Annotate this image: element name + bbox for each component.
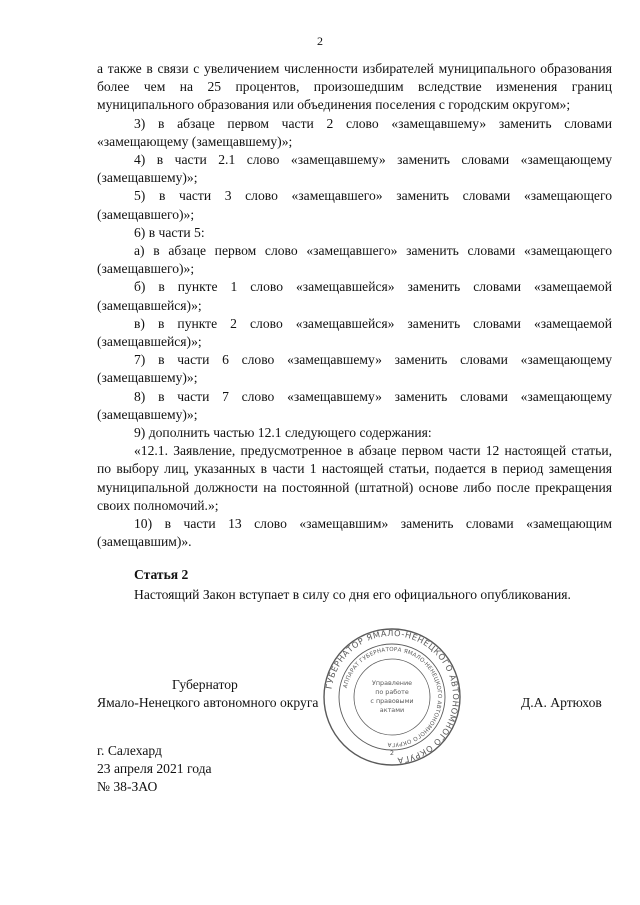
seal-inner-text: АППАРАТ ГУБЕРНАТОРА ЯМАЛО-НЕНЕЦКОГО АВТОНОМНОГО ОКРУГА [342,646,443,748]
seal-number: 2 [389,749,395,757]
issue-city: г. Салехард [97,743,162,758]
seal-center-line: актами [379,706,405,714]
issue-place-date [97,742,212,797]
paragraph: б) в пункте 1 слово «замещавшейся» заменить словами «замещаемой (замещавшейся)»; [97,279,612,313]
issue-date: 23 апреля 2021 года [97,761,212,777]
article-text: Настоящий Закон вступает в силу со дня его официального опубликования. [134,587,571,603]
paragraph: 4) в части 2.1 слово «замещавшему» заменить словами «замещающему (замещавшему)»; [97,152,612,186]
paragraph: в) в пункте 2 слово «замещавшейся» заменить словами «замещаемой (замещавшейся)»; [97,315,612,350]
article-heading: Статья 2 [134,567,189,582]
paragraph: 8) в части 7 слово «замещавшему» заменить словами «замещающему (замещавшему)»; [97,388,612,422]
seal-outer-text: ГУБЕРНАТОР ЯМАЛО-НЕНЕЦКОГО АВТОНОМНОГО ОКРУГА [323,627,462,766]
signature-region: Ямало-Ненецкого автономного округа [97,695,319,710]
paragraph: а) в абзаце первом слово «замещавшего» заменить словами «замещающего (замещавшего)»; [97,243,612,277]
paragraph: «12.1. Заявление, предусмотренное в абзаце первом части 12 настоящей статьи, по выбору лиц, указанных в части 1 настоящей статьи, подается в период замещения муниципальной должности на постоянной (штатной) основе либо после прекращения своих полномочий.»; [97,443,612,513]
signature-name: Д.А. Артюхов [521,695,602,710]
page-number: 2 [317,34,323,48]
amendment-list [97,60,612,551]
article-2 [97,566,612,604]
paragraph: 10) в части 13 слово «замещавшим» заменить словами «замещающим (замещавшим)». [97,516,612,550]
law-number: № 38-ЗАО [97,779,158,795]
paragraph: а также в связи с увеличением численности избирателей муниципального образования более чем на 25 процентов, произошедшим вследствие изменения границ муниципального образования или объединения поселения с городским округом»; [97,61,612,113]
seal-center-line: с правовыми [370,697,414,705]
seal-center-line: по работе [375,688,409,696]
signature-title: Губернатор [172,677,238,692]
paragraph: 5) в части 3 слово «замещавшего» заменить словами «замещающего (замещавшего)»; [97,188,612,222]
paragraph: 6) в части 5: [134,224,205,240]
official-seal-stamp [322,627,462,767]
paragraph: 9) дополнить частью 12.1 следующего содержания: [134,425,432,441]
paragraph: 7) в части 6 слово «замещавшему» заменить словами «замещающему (замещавшему)»; [97,352,612,386]
seal-center-line: Управление [371,679,413,687]
paragraph: 3) в абзаце первом части 2 слово «замещавшему» заменить словами «замещающему (замещавшему)»; [97,115,612,149]
